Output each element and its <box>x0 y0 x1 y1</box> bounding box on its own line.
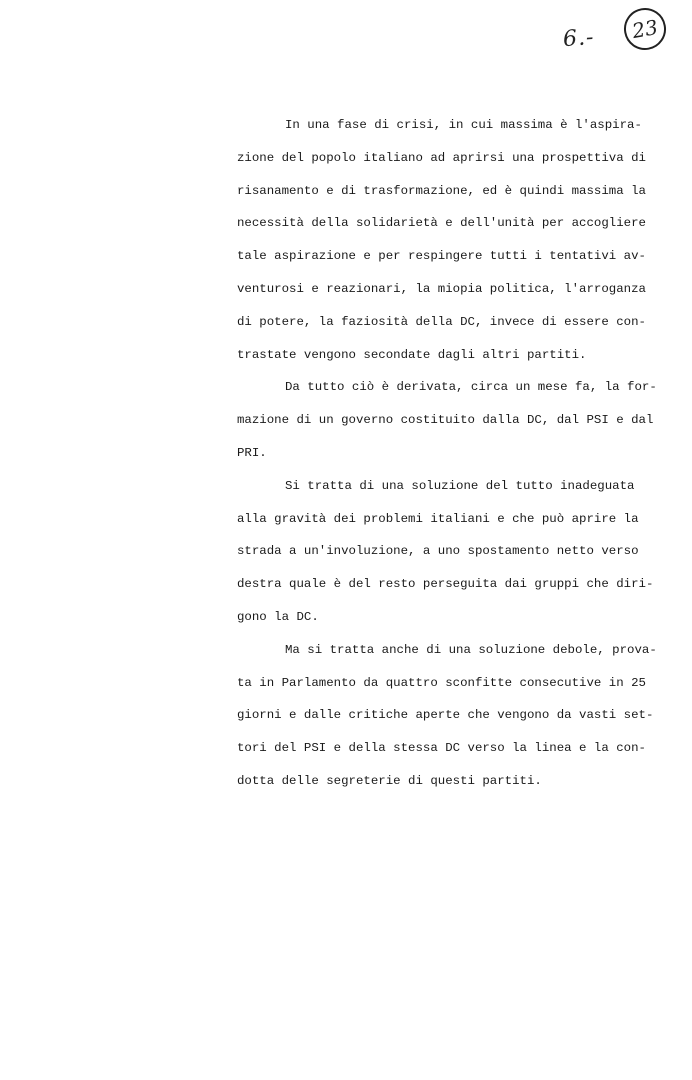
text-line: tori del PSI e della stessa DC verso la linea e la con- <box>237 741 646 756</box>
text-line: In una fase di crisi, in cui massima è l'aspira- <box>285 118 642 132</box>
text-line: strada a un'involuzione, a uno spostamento netto verso <box>237 544 639 559</box>
text-line: Da tutto ciò è derivata, circa un mese fa, la for- <box>285 380 657 395</box>
text-line: tale aspirazione e per respingere tutti i tentativi av- <box>237 249 646 264</box>
text-line: di potere, la faziosità della DC, invece di essere con- <box>237 314 646 329</box>
text-line: PRI. <box>237 445 267 460</box>
body-text <box>237 113 657 802</box>
circled-folio-number: 23 <box>621 5 670 54</box>
handwritten-page-number: 6.- <box>562 24 596 53</box>
text-line: destra quale è del resto perseguita dai gruppi che diri- <box>237 577 654 592</box>
text-line: mazione di un governo costituito dalla DC, dal PSI e dal <box>237 413 654 428</box>
text-line: necessità della solidarietà e dell'unità per accogliere <box>237 216 646 231</box>
text-line: dotta delle segreterie di questi partiti. <box>237 773 542 788</box>
text-line: ta in Parlamento da quattro sconfitte consecutive in 25 <box>237 675 646 690</box>
text-line: trastate vengono secondate dagli altri partiti. <box>237 347 587 362</box>
text-line: risanamento e di trasformazione, ed è quindi massima la <box>237 183 646 198</box>
text-line: zione del popolo italiano ad aprirsi una prospettiva di <box>237 150 646 165</box>
text-line: alla gravità dei problemi italiani e che può aprire la <box>237 511 639 526</box>
text-line: Si tratta di una soluzione del tutto inadeguata <box>285 478 635 493</box>
text-line: gono la DC. <box>237 609 319 624</box>
text-line: giorni e dalle critiche aperte che vengono da vasti set- <box>237 708 654 723</box>
text-line: venturosi e reazionari, la miopia politica, l'arroganza <box>237 281 646 296</box>
text-line: Ma si tratta anche di una soluzione debole, prova- <box>285 642 657 657</box>
